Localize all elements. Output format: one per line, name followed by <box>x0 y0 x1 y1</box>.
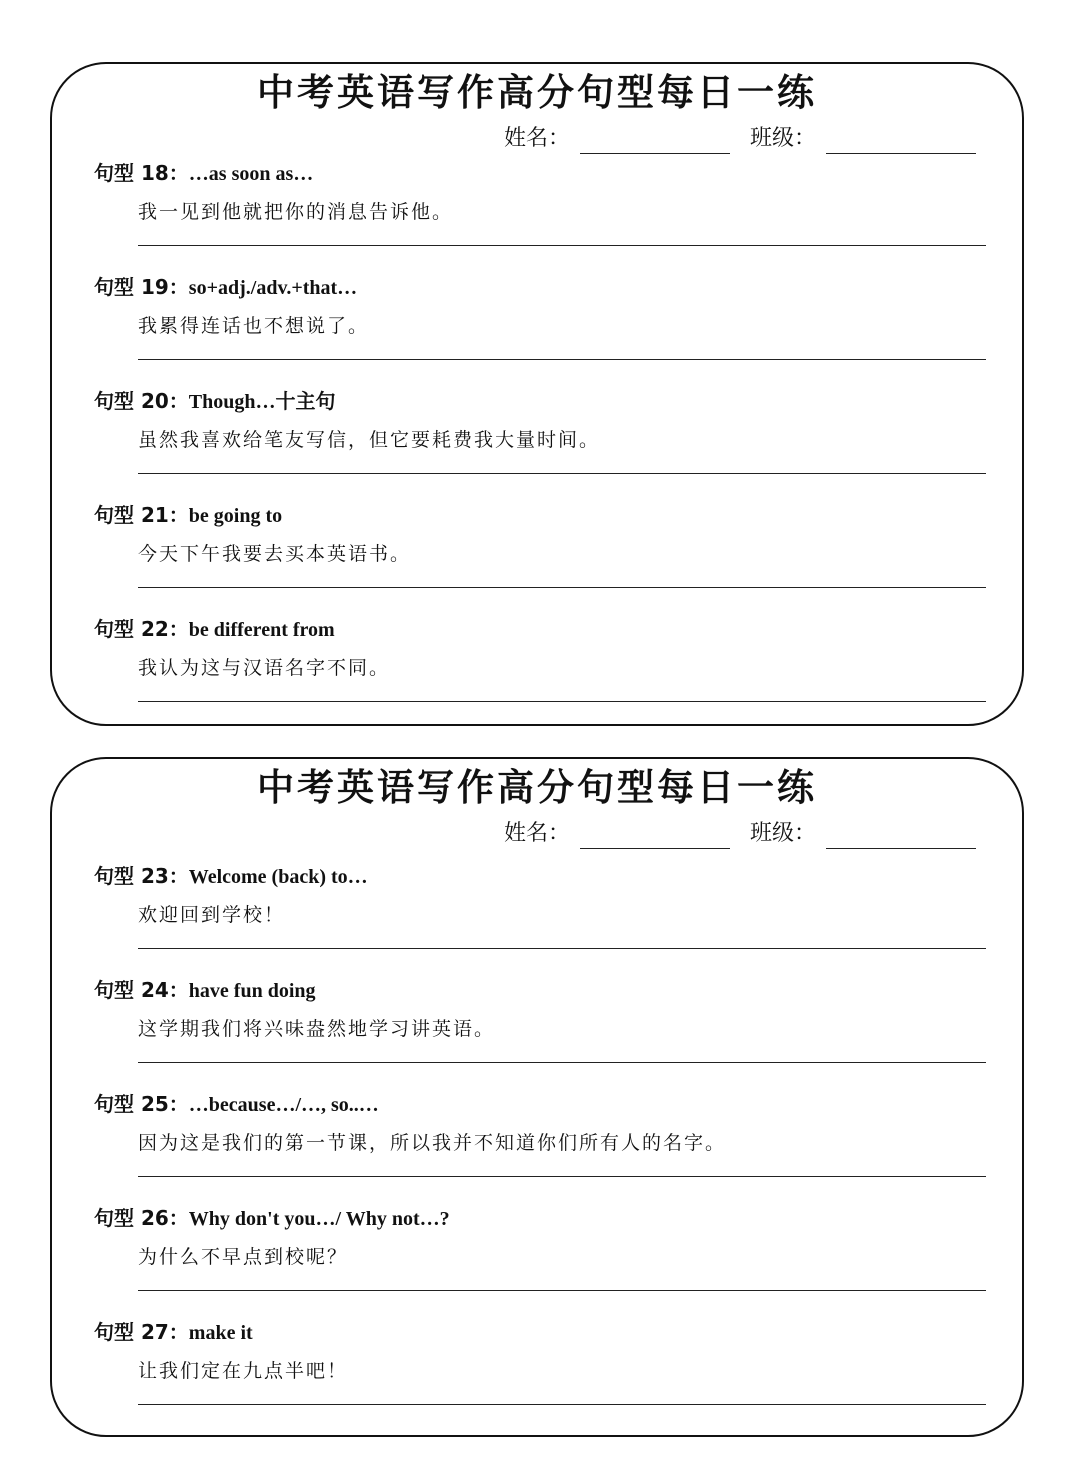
sentence-pattern: so+adj./adv.+that… <box>188 277 358 299</box>
exercise-heading <box>94 160 984 187</box>
answer-line <box>138 1062 986 1063</box>
exercise-item <box>94 502 984 588</box>
answer-line <box>138 587 986 588</box>
chinese-sentence: 虽然我喜欢给笔友写信，但它要耗费我大量时间。 <box>138 429 601 451</box>
student-info-row <box>504 819 976 849</box>
chinese-sentence: 今天下午我要去买本英语书。 <box>138 543 412 565</box>
sentence-pattern: Why don't you…/ Why not…? <box>188 1208 450 1230</box>
answer-line <box>138 1176 986 1177</box>
exercise-label: 句型 23： <box>94 864 189 888</box>
class-blank <box>826 826 976 849</box>
exercise-item <box>94 1091 984 1177</box>
answer-line <box>138 701 986 702</box>
student-info-row <box>504 124 976 154</box>
exercise-label: 句型 18： <box>94 161 189 185</box>
exercise-item <box>94 977 984 1063</box>
class-label: 班级： <box>749 821 816 846</box>
chinese-sentence: 我一见到他就把你的消息告诉他。 <box>138 201 454 223</box>
chinese-sentence: 让我们定在九点半吧！ <box>138 1360 349 1382</box>
sentence-pattern: make it <box>188 1322 253 1344</box>
exercise-heading <box>94 863 984 890</box>
exercise-item <box>94 616 984 702</box>
class-label: 班级： <box>749 126 816 151</box>
exercise-label: 句型 19： <box>94 275 189 299</box>
exercise-heading <box>94 1319 984 1346</box>
worksheet-title: 中考英语写作高分句型每日一练 <box>257 766 817 809</box>
answer-line <box>138 473 986 474</box>
sentence-pattern: be different from <box>188 619 335 641</box>
answer-line <box>138 245 986 246</box>
chinese-sentence: 因为这是我们的第一节课，所以我并不知道你们所有人的名字。 <box>138 1132 727 1154</box>
chinese-sentence: 为什么不早点到校呢？ <box>138 1246 349 1268</box>
sentence-pattern: …because…/…, so..… <box>188 1094 379 1116</box>
worksheet-card-2 <box>50 757 1024 1437</box>
answer-line <box>138 948 986 949</box>
answer-line <box>138 359 986 360</box>
answer-line <box>138 1404 986 1405</box>
exercise-heading <box>94 502 984 529</box>
exercise-label: 句型 20： <box>94 389 189 413</box>
sentence-pattern: Though…十主句 <box>188 391 336 413</box>
sentence-pattern: have fun doing <box>188 980 316 1002</box>
answer-line <box>138 1290 986 1291</box>
exercise-item <box>94 160 984 246</box>
name-blank <box>580 131 730 154</box>
exercise-label: 句型 25： <box>94 1092 189 1116</box>
worksheet-title: 中考英语写作高分句型每日一练 <box>257 71 817 114</box>
exercise-item <box>94 388 984 474</box>
class-blank <box>826 131 976 154</box>
name-blank <box>580 826 730 849</box>
sentence-pattern: Welcome (back) to… <box>188 866 368 888</box>
exercise-item <box>94 863 984 949</box>
chinese-sentence: 我认为这与汉语名字不同。 <box>138 657 391 679</box>
exercise-label: 句型 21： <box>94 503 189 527</box>
chinese-sentence: 这学期我们将兴味盎然地学习讲英语。 <box>138 1018 496 1040</box>
name-label: 姓名： <box>503 821 570 846</box>
exercise-label: 句型 27： <box>94 1320 189 1344</box>
exercise-heading <box>94 1205 984 1232</box>
chinese-sentence: 我累得连话也不想说了。 <box>138 315 370 337</box>
exercise-label: 句型 22： <box>94 617 189 641</box>
exercise-heading <box>94 388 984 415</box>
exercise-item <box>94 1319 984 1405</box>
exercise-item <box>94 1205 984 1291</box>
exercise-label: 句型 26： <box>94 1206 189 1230</box>
exercise-heading <box>94 1091 984 1118</box>
exercise-heading <box>94 274 984 301</box>
exercise-heading <box>94 977 984 1004</box>
name-label: 姓名： <box>503 126 570 151</box>
sentence-pattern: be going to <box>188 505 283 527</box>
exercise-label: 句型 24： <box>94 978 189 1002</box>
chinese-sentence: 欢迎回到学校！ <box>138 904 286 926</box>
exercise-heading <box>94 616 984 643</box>
worksheet-card-1 <box>50 62 1024 726</box>
exercise-item <box>94 274 984 360</box>
sentence-pattern: …as soon as… <box>188 163 314 185</box>
